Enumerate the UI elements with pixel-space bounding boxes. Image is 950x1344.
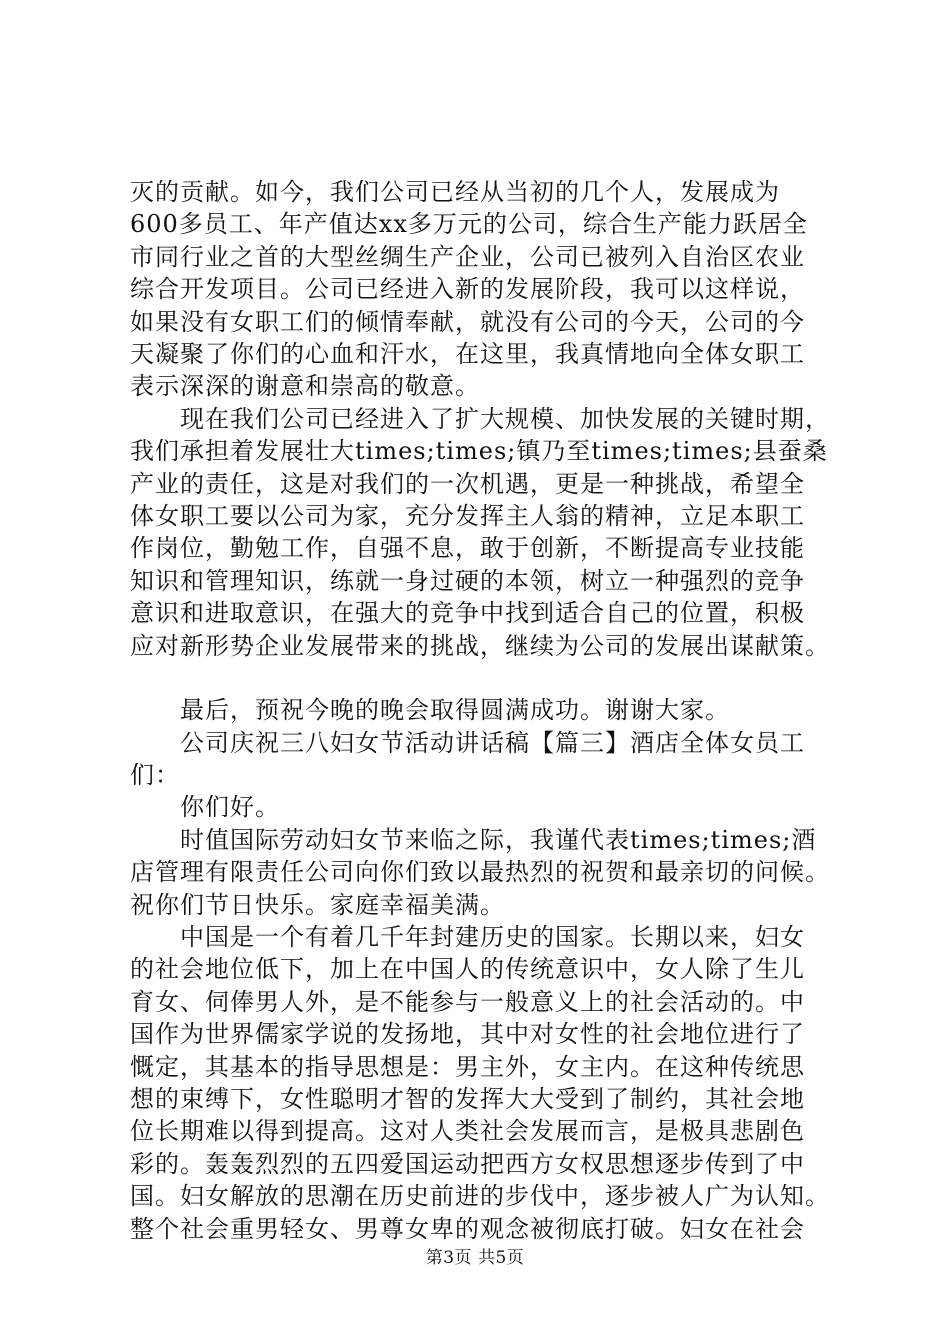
paragraph-gap	[130, 662, 830, 694]
text-line: 产业的责任，这是对我们的一次机遇，更是一种挑战，希望全	[130, 469, 805, 498]
text-line: 彩的。轰轰烈烈的五四爱国运动把西方女权思想逐步传到了中	[130, 1149, 805, 1178]
text-line: 如果没有女职工们的倾情奉献，就没有公司的今天，公司的今	[130, 307, 805, 336]
text-line: 你们好。	[180, 793, 280, 822]
text-line: 体女职工要以公司为家，充分发挥主人翁的精神，立足本职工	[130, 502, 805, 531]
text-line: 的社会地位低下，加上在中国人的传统意识中，女人除了生儿	[130, 955, 805, 984]
text-line: 祝你们节日快乐。家庭幸福美满。	[130, 890, 505, 919]
text-line: 作岗位，勤勉工作，自强不息，敢于创新，不断提高专业技能	[130, 534, 805, 563]
text-line: 店管理有限责任公司向你们致以最热烈的祝贺和最亲切的问候。	[130, 858, 830, 887]
text-line: 们：	[130, 760, 180, 789]
text-line: 意识和进取意识，在强大的竞争中找到适合自己的位置，积极	[130, 599, 805, 628]
text-line: 育女、伺俸男人外，是不能参与一般意义上的社会活动的。中	[130, 987, 805, 1016]
text-line: 国。妇女解放的思潮在历史前进的步伐中，逐步被人广为认知。	[130, 1182, 830, 1211]
text-line: 慨定，其基本的指导思想是：男主外，女主内。在这种传统思	[130, 1052, 805, 1081]
text-line: 最后，预祝今晚的晚会取得圆满成功。谢谢大家。	[180, 696, 730, 725]
text-line: 国作为世界儒家学说的发扬地，其中对女性的社会地位进行了	[130, 1020, 805, 1049]
text-line: 时值国际劳动妇女节来临之际，我谨代表times;times;酒	[180, 825, 817, 854]
page-number: 第3页 共5页	[425, 1248, 525, 1268]
text-line: 灭的贡献。如今，我们公司已经从当初的几个人，发展成为	[130, 178, 780, 206]
text-line: 表示深深的谢意和崇高的敬意。	[130, 372, 480, 401]
text-line: 600多员工、年产值达xx多万元的公司，综合生产能力跃居全	[130, 210, 808, 239]
text-line: 综合开发项目。公司已经进入新的发展阶段，我可以这样说，	[130, 275, 805, 304]
section-heading: 公司庆祝三八妇女节活动讲话稿【篇三】酒店全体女员工	[180, 728, 805, 757]
text-line: 应对新形势企业发展带来的挑战，继续为公司的发展出谋献策。	[130, 631, 830, 660]
text-line: 想的束缚下，女性聪明才智的发挥大大受到了制约，其社会地	[130, 1084, 805, 1113]
text-line: 现在我们公司已经进入了扩大规模、加快发展的关键时期，	[180, 404, 830, 433]
text-line: 知识和管理知识，练就一身过硬的本领，树立一种强烈的竞争	[130, 566, 805, 595]
text-line: 整个社会重男轻女、男尊女卑的观念被彻底打破。妇女在社会	[130, 1214, 805, 1243]
text-line: 位长期难以得到提高。这对人类社会发展而言，是极具悲剧色	[130, 1117, 805, 1146]
text-line: 市同行业之首的大型丝绸生产企业，公司已被列入自治区农业	[130, 242, 805, 271]
text-line: 我们承担着发展壮大times;times;镇乃至times;times;县蚕桑	[130, 437, 828, 466]
text-line: 天凝聚了你们的心血和汗水，在这里，我真情地向全体女职工	[130, 340, 805, 369]
body-text	[130, 176, 830, 1245]
text-line: 中国是一个有着几千年封建历史的国家。长期以来，妇女	[180, 922, 805, 951]
